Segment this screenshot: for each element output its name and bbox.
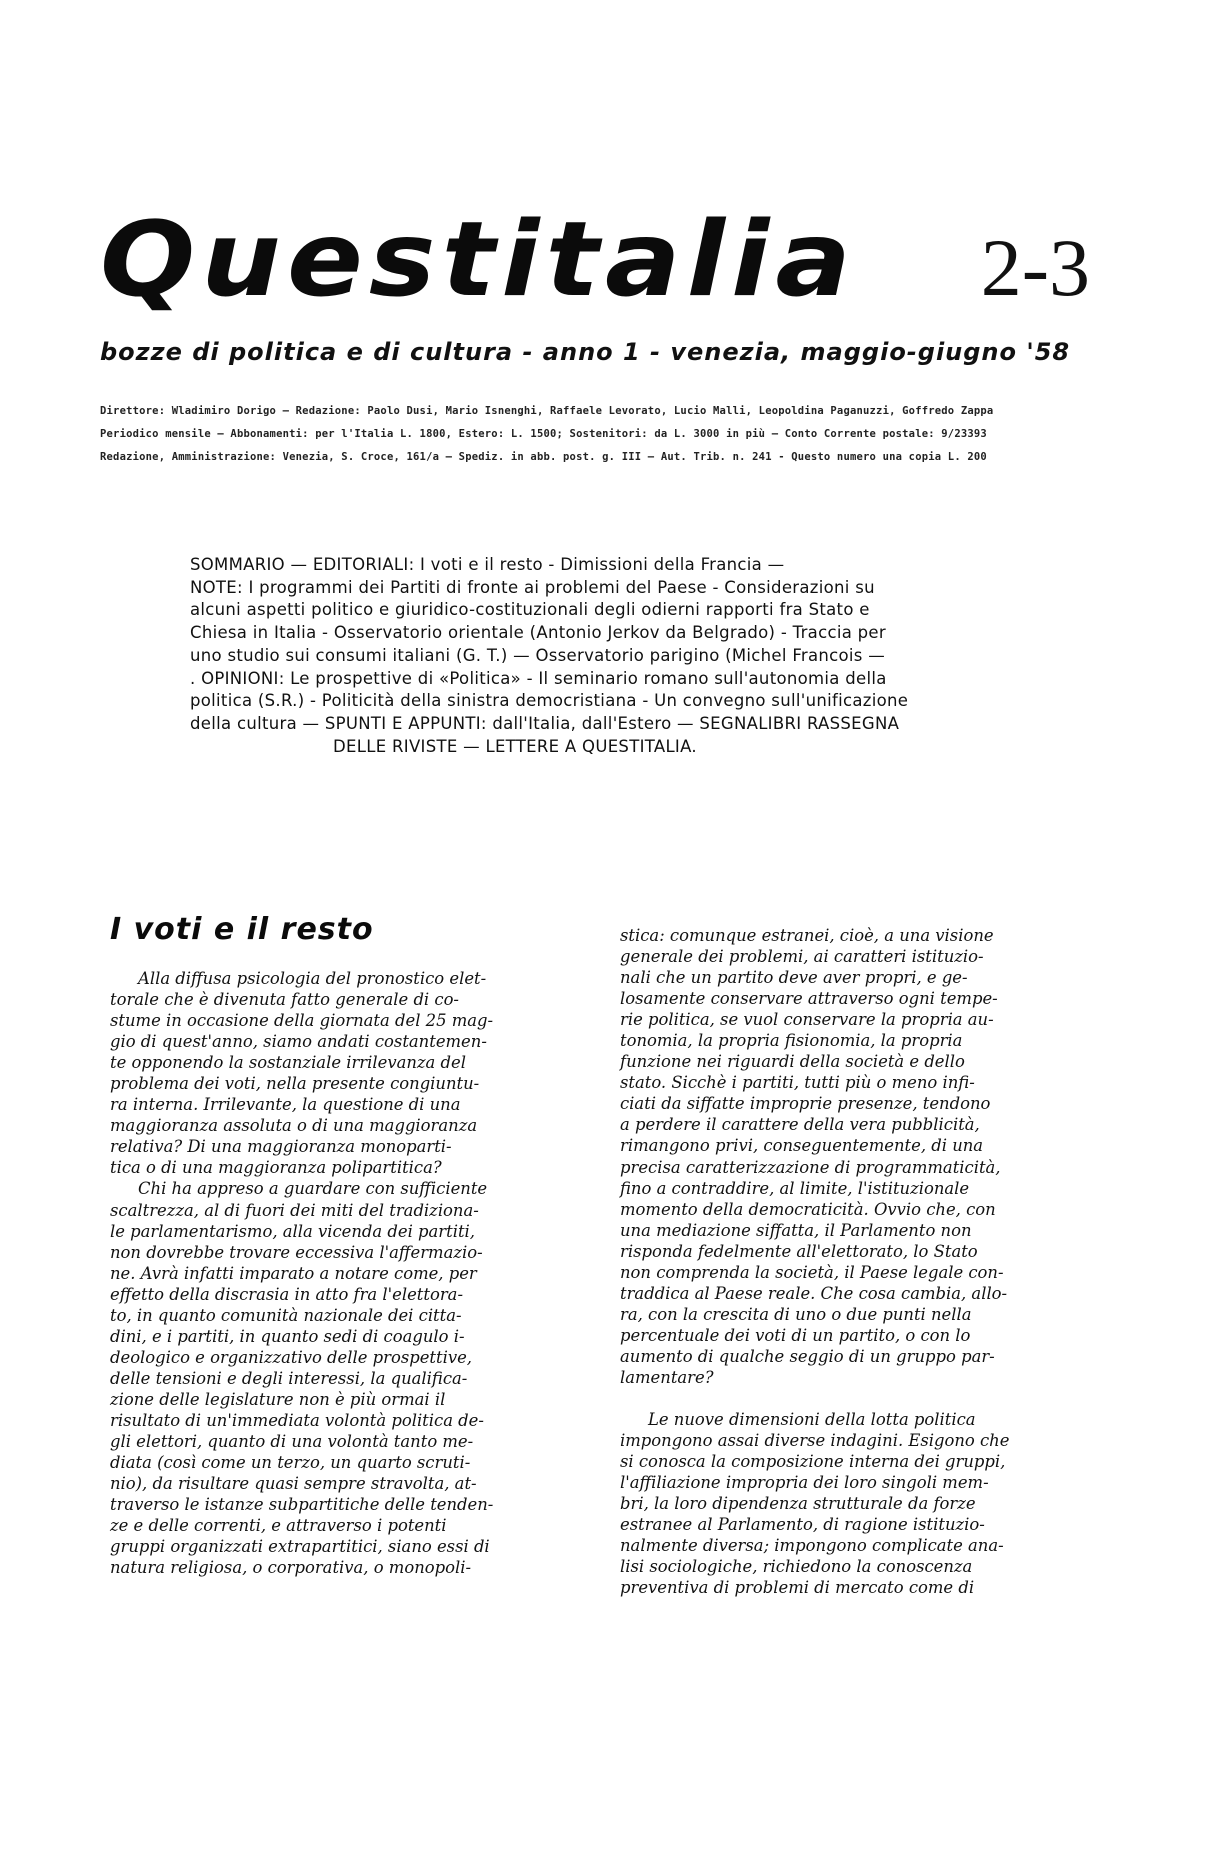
article-line: delle tensioni e degli interessi, la qualifica- — [110, 1368, 468, 1388]
article-line: rimangono privi, conseguentemente, di una — [620, 1136, 984, 1156]
article-line: momento della democraticità. Ovvio che, con — [620, 1199, 996, 1219]
article-right-column — [620, 925, 1085, 1598]
article-line: ra, con la crescita di uno o due punti nella — [620, 1304, 972, 1324]
article-line: deologico e organizzativo delle prospettive, — [110, 1347, 473, 1367]
article-line: non dovrebbe trovare eccessiva l'affermazio- — [110, 1242, 483, 1262]
article-line: Alla diffusa psicologia del pronostico elet- — [138, 969, 487, 988]
article-line: tica o di una maggioranza polipartitica? — [110, 1158, 442, 1178]
article-line: ze e delle correnti, e attraverso i potenti — [110, 1516, 447, 1536]
article-line: lisi sociologiche, richiedono la conoscenza — [620, 1557, 973, 1577]
article-line: a perdere il carattere della vera pubblicità, — [620, 1115, 980, 1135]
article-line: non comprenda la società, il Paese legale con- — [620, 1262, 1004, 1282]
article-line: Le nuove dimensioni della lotta politica — [648, 1410, 976, 1430]
article-line: generale dei problemi, ai caratteri istituzio- — [620, 947, 984, 967]
article-line: bri, la loro dipendenza strutturale da forze — [620, 1494, 976, 1514]
article-line: percentuale dei voti di un partito, o con lo — [620, 1325, 971, 1345]
article-line: nali che un partito deve aver propri, e ge- — [620, 968, 968, 988]
credits-line: Redazione, Amministrazione: Venezia, S. Croce, 161/a — Spediz. in abb. post. g. III — Aut. Trib. n. 241 - Questo numero una copia L. 200 — [100, 451, 987, 463]
article-line: ra interna. Irrilevante, la questione di una — [110, 1095, 461, 1115]
toc-line: uno studio sui consumi italiani (G. T.) — Osservatorio parigino (Michel Francois — — [190, 645, 886, 665]
article-left-column — [110, 968, 575, 1578]
article-line: ciati da siffatte improprie presenze, tendono — [620, 1094, 991, 1114]
article-line: gruppi organizzati extrapartitici, siano essi di — [110, 1537, 490, 1557]
article-line: gio di quest'anno, siamo andati costantemen- — [110, 1032, 487, 1052]
article-line: risponda fedelmente all'elettorato, lo Stato — [620, 1241, 978, 1261]
article-line: nio), da risultare quasi sempre stravolta, at- — [110, 1474, 477, 1494]
article-line: natura religiosa, o corporativa, o monopoli- — [110, 1558, 472, 1578]
article-line: estranee al Parlamento, di ragione istituzio- — [620, 1515, 985, 1535]
article-line: traverso le istanze subpartitiche delle tenden- — [110, 1495, 494, 1515]
masthead — [100, 200, 1090, 325]
toc-line: politica (S.R.) - Politicità della sinistra democristiana - Un convegno sull'unificazione — [190, 691, 909, 711]
magazine-subtitle: bozze di politica e di cultura - anno 1 - venezia, maggio-giugno '58 — [100, 338, 1071, 366]
article-line: l'affiliazione impropria dei loro singoli mem- — [620, 1473, 989, 1493]
article-line: aumento di qualche seggio di un gruppo par- — [620, 1346, 995, 1366]
article-line: stume in occasione della giornata del 25 mag- — [110, 1011, 494, 1031]
article-line: dini, e i partiti, in quanto sedi di coagulo i- — [110, 1326, 465, 1346]
toc-line: SOMMARIO — EDITORIALI: I voti e il resto - Dimissioni della Francia — — [190, 555, 785, 574]
toc-line: DELLE RIVISTE — LETTERE A QUESTITALIA. — [333, 736, 697, 756]
article-line: si conosca la composizione interna dei gruppi, — [620, 1452, 1006, 1472]
credits-line: Direttore: Wladimiro Dorigo — Redazione: Paolo Dusi, Mario Isnenghi, Raffaele Levorato, Lucio Malli, Leopoldina Paganuzzi, Goffredo Zappa — [100, 405, 994, 417]
article-title: I voti e il resto — [110, 912, 374, 947]
article-line: problema dei voti, nella presente congiuntu- — [110, 1074, 480, 1094]
toc-line: della cultura — SPUNTI E APPUNTI: dall'Italia, dall'Estero — SEGNALIBRI RASSEGNA — [190, 713, 900, 733]
article-line: effetto della discrasia in atto fra l'elettora- — [110, 1284, 463, 1304]
article-line: preventiva di problemi di mercato come di — [620, 1578, 975, 1598]
article-line: torale che è divenuta fatto generale di co- — [110, 990, 459, 1010]
article-line: maggioranza assoluta o di una maggioranza — [110, 1116, 478, 1136]
article-line: traddica al Paese reale. Che cosa cambia, allo- — [620, 1283, 1008, 1303]
magazine-title: Questitalia — [100, 200, 857, 320]
article-line: diata (così come un terzo, un quarto scruti- — [110, 1453, 471, 1473]
article-line: una mediazione siffatta, il Parlamento non — [620, 1220, 972, 1240]
article-line: Chi ha appreso a guardare con sufficiente — [138, 1179, 488, 1199]
paragraph-gap — [620, 1388, 1085, 1409]
toc-line: alcuni aspetti politico e giuridico-costituzionali degli odierni rapporti fra Stato e — [190, 600, 870, 620]
issue-number: 2-3 — [980, 222, 1090, 313]
article-line: relativa? Di una maggioranza monoparti- — [110, 1137, 452, 1157]
article-line: impongono assai diverse indagini. Esigono che — [620, 1431, 1010, 1451]
article-line: le parlamentarismo, alla vicenda dei partiti, — [110, 1221, 476, 1241]
article-line: lamentare? — [620, 1367, 714, 1387]
article-line: scaltrezza, al di fuori dei miti del tradiziona- — [110, 1200, 479, 1220]
article-line: to, in quanto comunità nazionale dei citta- — [110, 1305, 462, 1325]
article-line: precisa caratterizzazione di programmaticità, — [620, 1157, 1001, 1177]
toc-line: . OPINIONI: Le prospettive di «Politica» - Il seminario romano sull'autonomia della — [190, 668, 887, 688]
article-line: nalmente diversa; impongono complicate ana- — [620, 1536, 1004, 1556]
toc-line: NOTE: I programmi dei Partiti di fronte ai problemi del Paese - Considerazioni su — [190, 577, 875, 597]
credits-line: Periodico mensile — Abbonamenti: per l'Italia L. 1800, Estero: L. 1500; Sostenitori: da L. 3000 in più — Conto Corrente postale: 9/23393 — [100, 428, 987, 440]
toc-line: Chiesa in Italia - Osservatorio orientale (Antonio Jerkov da Belgrado) - Traccia per — [190, 623, 886, 643]
article-line: stato. Sicchè i partiti, tutti più o meno infi- — [620, 1073, 975, 1093]
article-line: te opponendo la sostanziale irrilevanza del — [110, 1053, 466, 1073]
article-line: losamente conservare attraverso ogni tempe- — [620, 989, 998, 1009]
editorial-credits — [100, 400, 1090, 469]
article-line: stica: comunque estranei, cioè, a una visione — [620, 926, 994, 945]
article-line: tonomia, la propria fisionomia, la propria — [620, 1031, 963, 1051]
article-line: rie politica, se vuol conservare la propria au- — [620, 1010, 994, 1030]
article-line: zione delle legislature non è più ormai il — [110, 1389, 446, 1409]
article-line: risultato di un'immediata volontà politica de- — [110, 1410, 484, 1430]
table-of-contents — [190, 554, 980, 758]
article-line: funzione nei riguardi della società e dello — [620, 1052, 965, 1072]
article-line: fino a contraddire, al limite, l'istituzionale — [620, 1178, 970, 1198]
article-line: gli elettori, quanto di una volontà tanto me- — [110, 1432, 474, 1452]
article-line: ne. Avrà infatti imparato a notare come, per — [110, 1263, 477, 1283]
